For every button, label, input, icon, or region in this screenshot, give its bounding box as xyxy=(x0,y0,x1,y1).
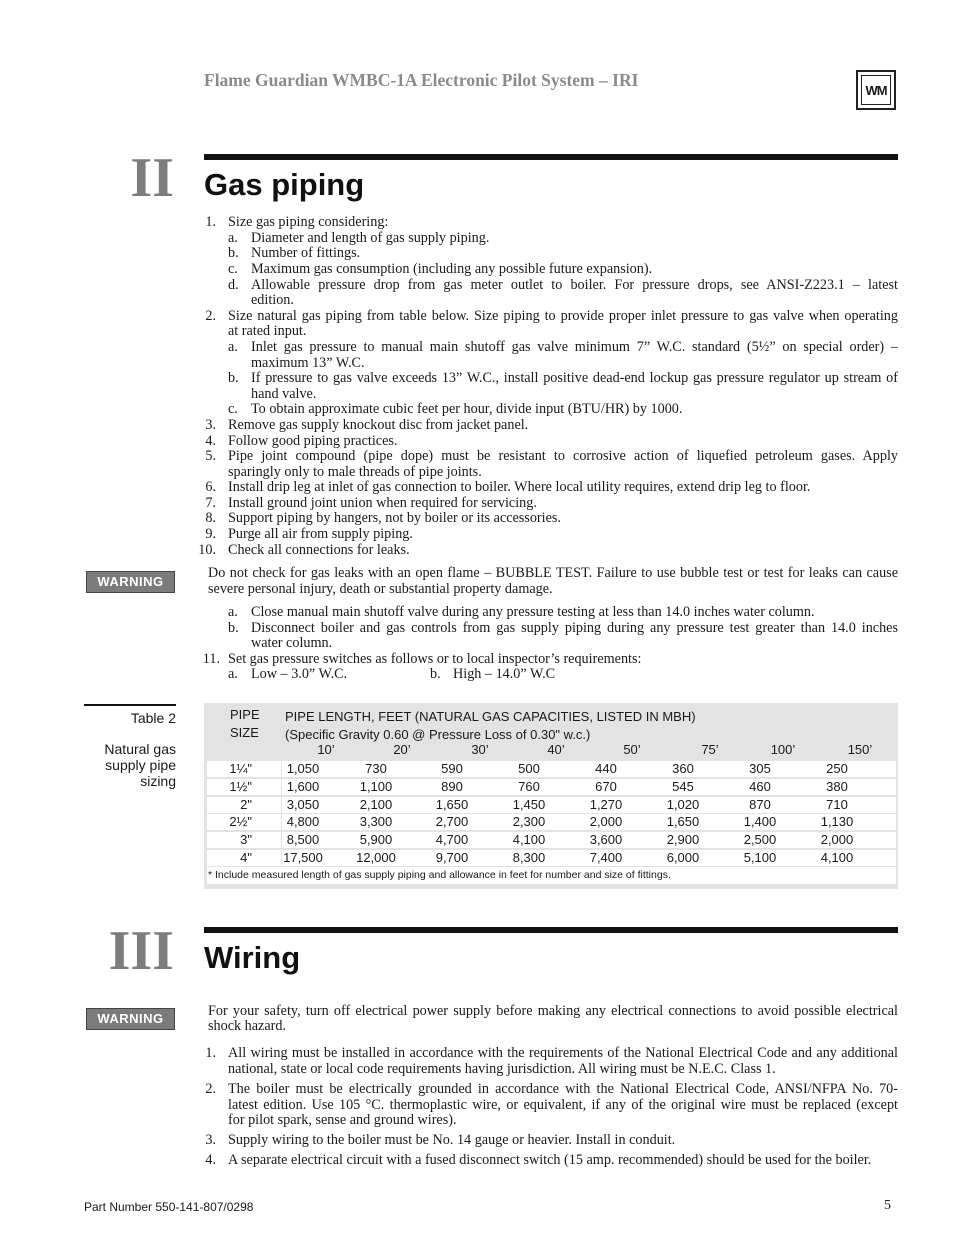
list-item: Install ground joint union when required for servicing. xyxy=(228,495,537,511)
list-item: Support piping by hangers, not by boiler or its accessories. xyxy=(228,510,561,526)
capacity-cell: 1,650 xyxy=(435,797,469,812)
capacity-cell: 5,900 xyxy=(359,832,393,847)
capacity-cell: 2,300 xyxy=(512,814,546,829)
warning-badge: WARNING xyxy=(86,1008,175,1030)
table-column-header: 150’ xyxy=(847,742,873,757)
warning-text: severe personal injury, death or substantial property damage. xyxy=(208,581,553,597)
warning-text: Do not check for gas leaks with an open flame – BUBBLE TEST. Failure to use bubble test or test for leaks can cause xyxy=(208,565,898,581)
list-marker: 1. xyxy=(205,214,216,230)
section-rule xyxy=(204,927,898,933)
list-marker: a. xyxy=(228,666,238,682)
list-marker: d. xyxy=(228,277,239,293)
capacity-cell: 4,100 xyxy=(820,850,854,865)
table-column-header: 50’ xyxy=(623,742,641,757)
list-marker: 1. xyxy=(205,1045,216,1061)
capacity-cell: 1,650 xyxy=(666,814,700,829)
pipe-size-cell: 2½" xyxy=(229,814,252,829)
table-column-header: 20’ xyxy=(393,742,411,757)
list-item: Disconnect boiler and gas controls from gas supply piping during any pressure test greater than 14.0 inches xyxy=(251,620,898,636)
list-item: To obtain approximate cubic feet per hour, divide input (BTU/HR) by 1000. xyxy=(251,401,683,417)
capacity-cell: 1,270 xyxy=(589,797,623,812)
pipe-size-cell: 2" xyxy=(240,797,252,812)
table-column-header: 75’ xyxy=(701,742,719,757)
list-marker: c. xyxy=(228,261,238,277)
capacity-cell: 5,100 xyxy=(743,850,777,865)
list-item: Maximum gas consumption (including any possible future expansion). xyxy=(251,261,653,277)
part-number: Part Number 550-141-807/0298 xyxy=(84,1200,254,1214)
list-marker: b. xyxy=(228,370,239,386)
list-item: High – 14.0” W.C xyxy=(453,666,556,682)
list-marker: a. xyxy=(228,604,238,620)
pipe-size-cell: 3" xyxy=(240,832,252,847)
capacity-cell: 730 xyxy=(365,761,387,776)
capacity-cell: 4,700 xyxy=(435,832,469,847)
list-item: If pressure to gas valve exceeds 13” W.C., install positive dead-end lockup gas pressure regulator up stream of xyxy=(251,370,898,386)
list-marker: a. xyxy=(228,230,238,246)
capacity-cell: 9,700 xyxy=(435,850,469,865)
capacity-cell: 7,400 xyxy=(589,850,623,865)
table-column-header: 40’ xyxy=(547,742,565,757)
table-label-rule xyxy=(84,704,176,706)
list-marker: 6. xyxy=(205,479,216,495)
capacity-cell: 1,450 xyxy=(512,797,546,812)
table-header: PIPE LENGTH, FEET (NATURAL GAS CAPACITIES, LISTED IN MBH) xyxy=(285,709,696,724)
capacity-cell: 360 xyxy=(672,761,694,776)
capacity-cell: 2,500 xyxy=(743,832,777,847)
table-column-header: 10’ xyxy=(317,742,335,757)
list-item: for pilot spark, sense and ground wires). xyxy=(228,1112,457,1128)
capacity-cell: 710 xyxy=(826,797,848,812)
capacity-cell: 2,100 xyxy=(359,797,393,812)
capacity-cell: 590 xyxy=(441,761,463,776)
table-caption: Natural gas xyxy=(104,741,176,757)
capacity-cell: 870 xyxy=(749,797,771,812)
capacity-cell: 890 xyxy=(441,779,463,794)
capacity-cell: 8,300 xyxy=(512,850,546,865)
capacity-cell: 500 xyxy=(518,761,540,776)
capacity-cell: 8,500 xyxy=(286,832,320,847)
capacity-cell: 1,050 xyxy=(286,761,320,776)
list-marker: 5. xyxy=(205,448,216,464)
capacity-cell: 1,020 xyxy=(666,797,700,812)
capacity-cell: 670 xyxy=(595,779,617,794)
capacity-cell: 3,050 xyxy=(286,797,320,812)
list-marker: b. xyxy=(430,666,441,682)
list-marker: 4. xyxy=(205,433,216,449)
list-marker: b. xyxy=(228,245,239,261)
list-marker: 3. xyxy=(205,1132,216,1148)
section-numeral: II xyxy=(130,147,174,209)
list-item: Diameter and length of gas supply piping. xyxy=(251,230,490,246)
list-item: Remove gas supply knockout disc from jacket panel. xyxy=(228,417,529,433)
table-subheader: (Specific Gravity 0.60 @ Pressure Loss of 0.30" w.c.) xyxy=(285,727,591,742)
section-title: Wiring xyxy=(204,940,301,975)
capacity-cell: 3,300 xyxy=(359,814,393,829)
capacity-cell: 3,600 xyxy=(589,832,623,847)
capacity-cell: 6,000 xyxy=(666,850,700,865)
document-header-title: Flame Guardian WMBC-1A Electronic Pilot System – IRI xyxy=(204,70,639,90)
section-rule xyxy=(204,154,898,160)
list-item: Follow good piping practices. xyxy=(228,433,398,449)
capacity-cell: 1,400 xyxy=(743,814,777,829)
list-marker: a. xyxy=(228,339,238,355)
company-logo xyxy=(856,70,896,110)
list-marker: 7. xyxy=(205,495,216,511)
list-item: Install drip leg at inlet of gas connection to boiler. Where local utility requires, extend drip leg to floor. xyxy=(228,479,811,495)
capacity-cell: 250 xyxy=(826,761,848,776)
list-item: All wiring must be installed in accordance with the requirements of the National Electrical Code and any additional xyxy=(228,1045,898,1061)
list-item: edition. xyxy=(251,292,294,308)
capacity-cell: 1,600 xyxy=(286,779,320,794)
list-item: hand valve. xyxy=(251,386,317,402)
warning-text: shock hazard. xyxy=(208,1018,286,1034)
list-item: Low – 3.0” W.C. xyxy=(251,666,348,682)
list-marker: 3. xyxy=(205,417,216,433)
capacity-cell: 760 xyxy=(518,779,540,794)
capacity-cell: 2,000 xyxy=(820,832,854,847)
table-header: PIPE xyxy=(230,707,260,722)
list-item: at rated input. xyxy=(228,323,307,339)
list-item: sparingly only to male threads of pipe joints. xyxy=(228,464,482,480)
list-marker: b. xyxy=(228,620,239,636)
section-numeral: III xyxy=(108,920,174,982)
list-marker: 11. xyxy=(202,651,220,667)
list-item: Inlet gas pressure to manual main shutoff gas valve minimum 7” W.C. standard (5½” on special order) – xyxy=(251,339,898,355)
table-footnote: * Include measured length of gas supply piping and allowance in feet for number and size of fittings. xyxy=(208,869,671,881)
capacity-cell: 17,500 xyxy=(283,850,323,865)
capacity-cell: 2,000 xyxy=(589,814,623,829)
list-item: maximum 13” W.C. xyxy=(251,355,365,371)
list-marker: 8. xyxy=(205,510,216,526)
list-item: Close manual main shutoff valve during any pressure testing at less than 14.0 inches water column. xyxy=(251,604,815,620)
list-item: Allowable pressure drop from gas meter outlet to boiler. For pressure drops, see ANSI-Z223.1 – latest xyxy=(251,277,898,293)
capacity-cell: 4,100 xyxy=(512,832,546,847)
warning-text: For your safety, turn off electrical power supply before making any electrical connections to avoid possible electrical xyxy=(208,1003,898,1019)
list-item: Size gas piping considering: xyxy=(228,214,389,230)
list-marker: c. xyxy=(228,401,238,417)
list-item: Pipe joint compound (pipe dope) must be resistant to corrosive action of liquefied petroleum gases. Apply xyxy=(228,448,898,464)
list-marker: 2. xyxy=(205,1081,216,1097)
table-column-header: 30’ xyxy=(471,742,489,757)
section-title: Gas piping xyxy=(204,167,365,202)
table-caption: supply pipe xyxy=(105,757,176,773)
capacity-cell: 545 xyxy=(672,779,694,794)
list-marker: 9. xyxy=(205,526,216,542)
pipe-size-cell: 1½" xyxy=(229,779,252,794)
capacity-cell: 4,800 xyxy=(286,814,320,829)
table-column-header: 100’ xyxy=(770,742,796,757)
list-marker: 10. xyxy=(198,542,216,558)
list-item: A separate electrical circuit with a fused disconnect switch (15 amp. recommended) should be used for the boiler. xyxy=(228,1152,872,1168)
list-item: Purge all air from supply piping. xyxy=(228,526,413,542)
page-number: 5 xyxy=(884,1198,891,1213)
warning-badge: WARNING xyxy=(86,571,175,593)
list-item: national, state or local code requirements having jurisdiction. All wiring must be N.E.C. Class 1. xyxy=(228,1061,776,1077)
capacity-cell: 440 xyxy=(595,761,617,776)
list-item: water column. xyxy=(251,635,333,651)
table-label: Table 2 xyxy=(130,710,176,726)
capacity-cell: 2,700 xyxy=(435,814,469,829)
list-item: Size natural gas piping from table below. Size piping to provide proper inlet pressure to gas valve when operating xyxy=(228,308,898,324)
capacity-cell: 1,130 xyxy=(820,814,854,829)
table-caption: sizing xyxy=(140,773,176,789)
capacity-cell: 2,900 xyxy=(666,832,700,847)
list-item: latest edition. Use 105 °C. thermoplastic wire, or equivalent, if any of the original wire must be replaced (except xyxy=(228,1097,898,1113)
list-item: Set gas pressure switches as follows or to local inspector’s requirements: xyxy=(228,651,642,667)
capacity-cell: 12,000 xyxy=(356,850,396,865)
list-marker: 4. xyxy=(205,1152,216,1168)
list-item: Number of fittings. xyxy=(251,245,361,261)
list-item: The boiler must be electrically grounded in accordance with the National Electrical Code, ANSI/NFPA No. 70- xyxy=(228,1081,898,1097)
list-marker: 2. xyxy=(205,308,216,324)
logo-mark: WM xyxy=(861,75,891,105)
table-header: SIZE xyxy=(230,725,259,740)
capacity-cell: 460 xyxy=(749,779,771,794)
pipe-size-cell: 4" xyxy=(240,850,252,865)
capacity-cell: 305 xyxy=(749,761,771,776)
list-item: Check all connections for leaks. xyxy=(228,542,410,558)
pipe-size-cell: 1¼" xyxy=(229,761,252,776)
capacity-cell: 1,100 xyxy=(359,779,393,794)
list-item: Supply wiring to the boiler must be No. 14 gauge or heavier. Install in conduit. xyxy=(228,1132,676,1148)
capacity-cell: 380 xyxy=(826,779,848,794)
